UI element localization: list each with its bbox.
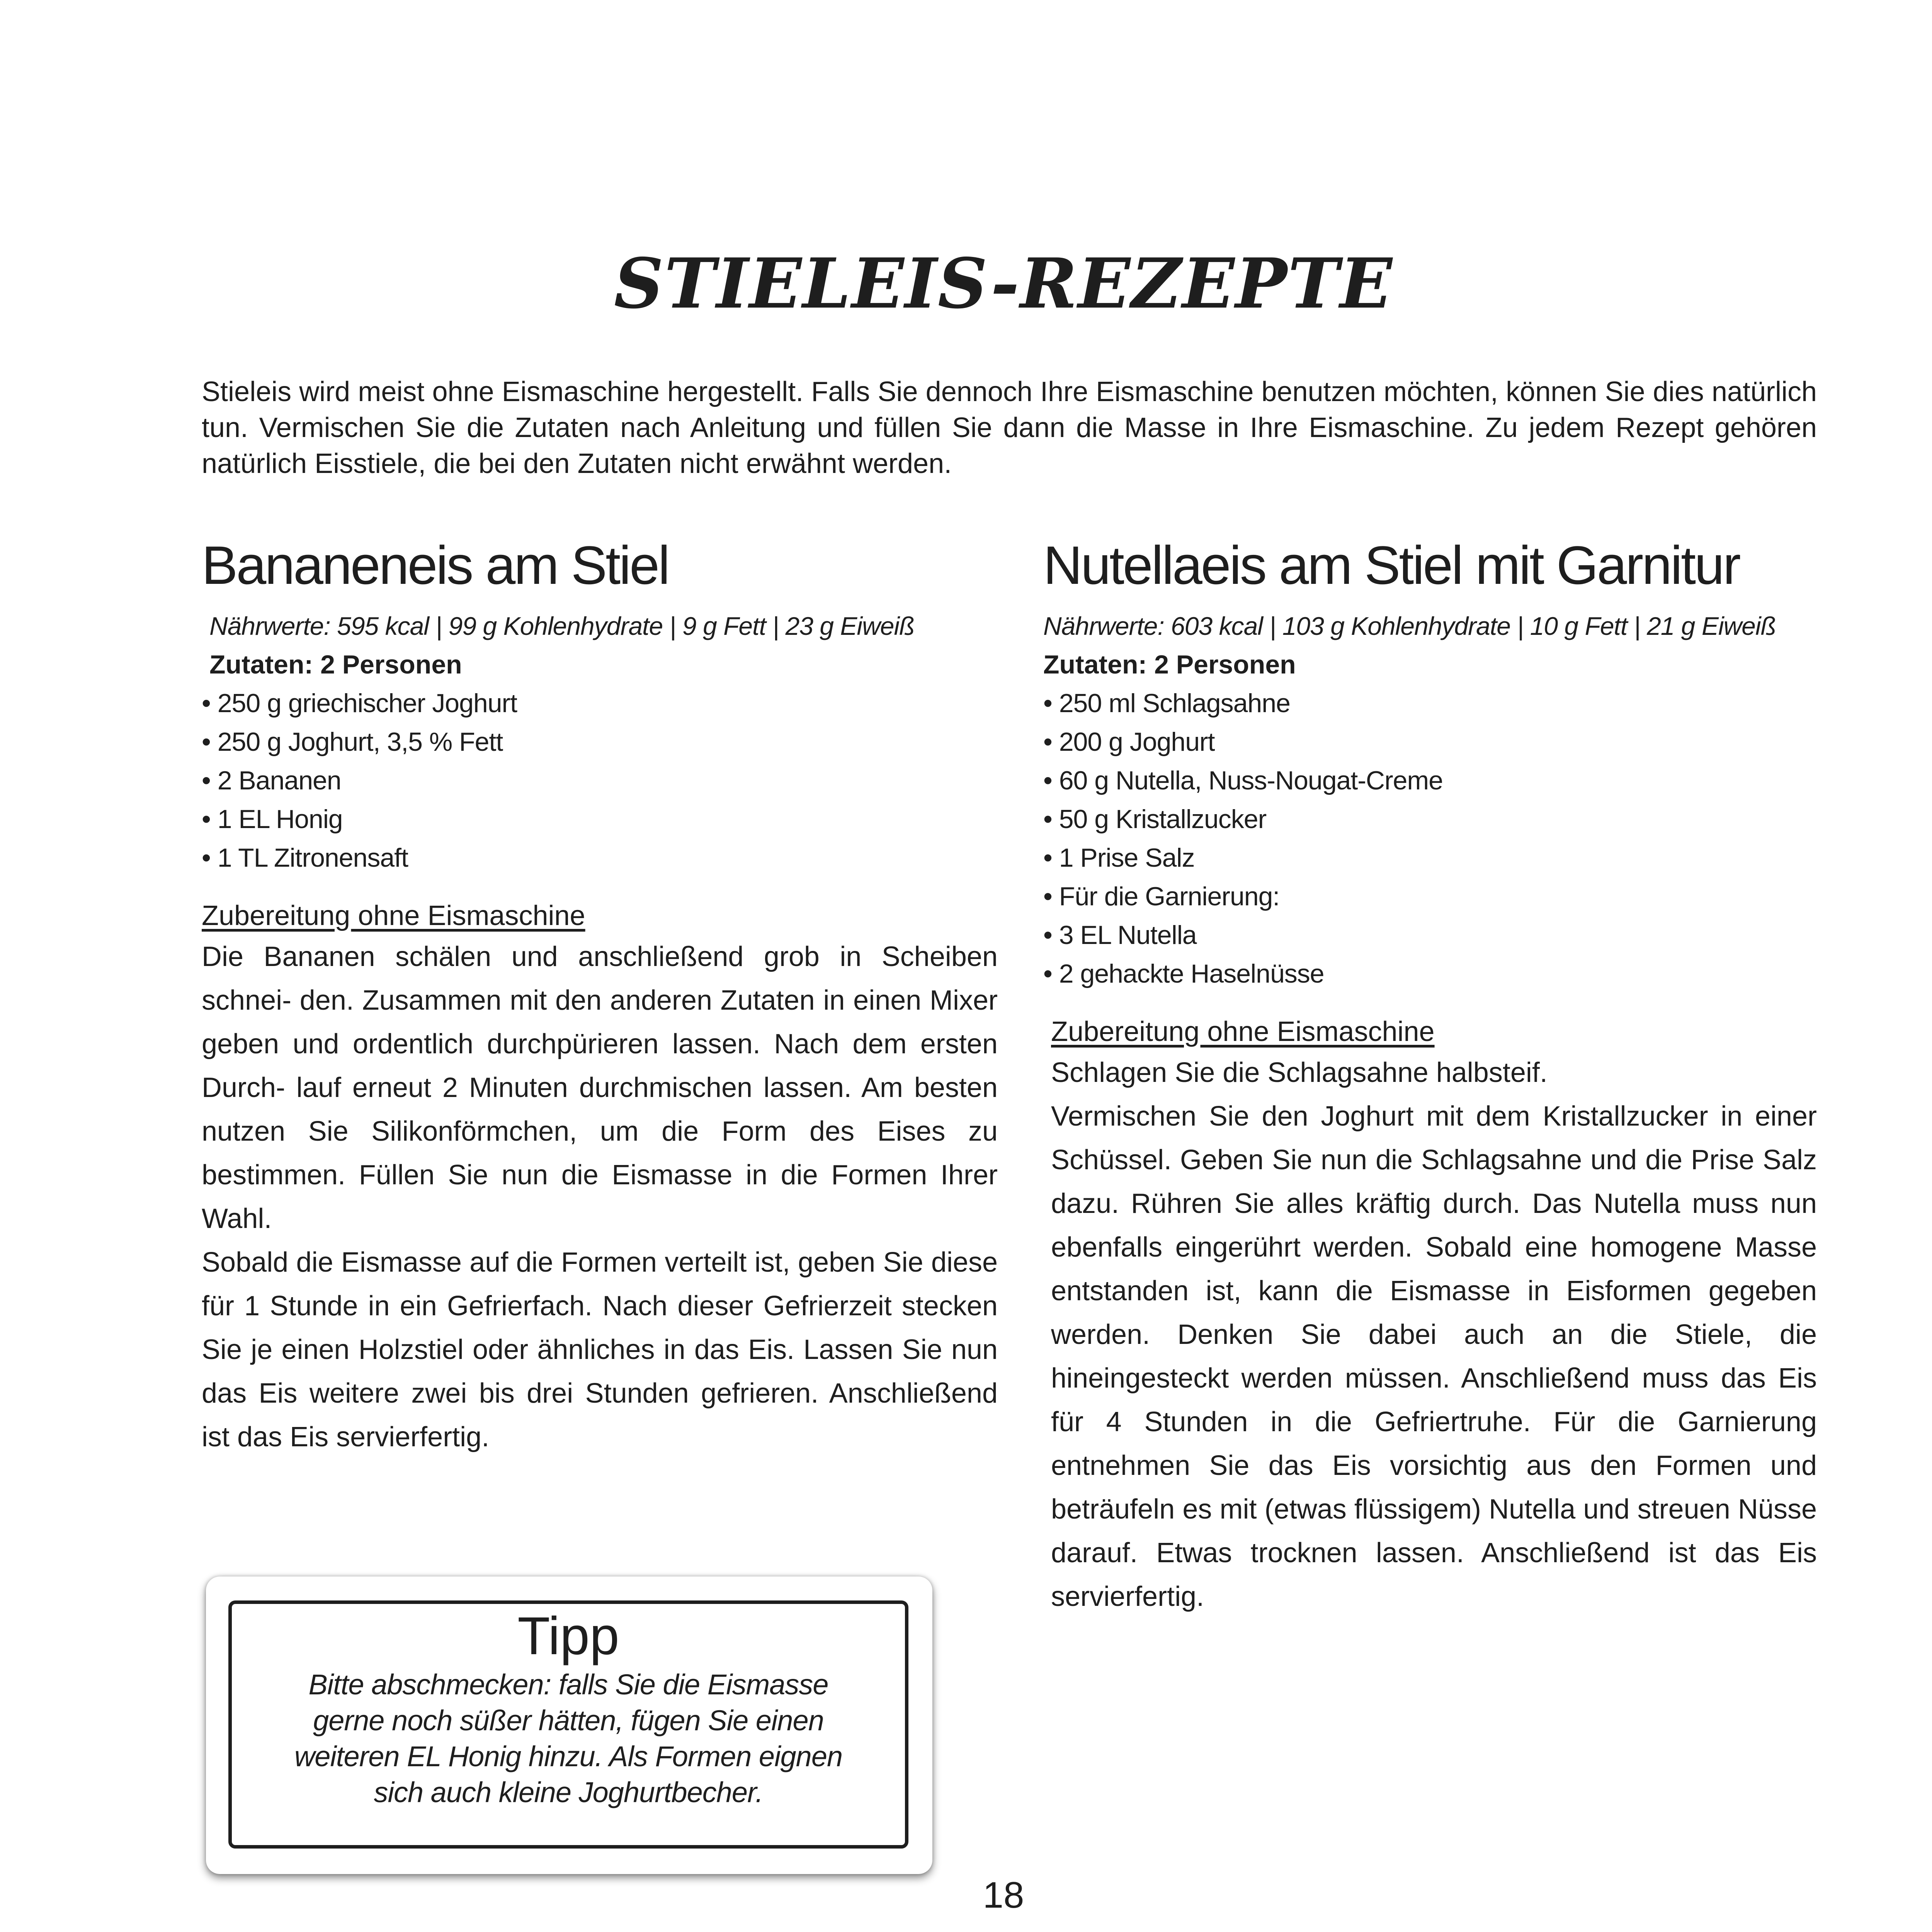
recipe-banana [202,531,998,1459]
preparation-paragraph: Schlagen Sie die Schlagsahne halbsteif. [1051,1057,1548,1088]
page-number: 18 [983,1874,1024,1916]
nutrition-info: Nährwerte: 595 kcal | 99 g Kohlenhydrate | 9 g Fett | 23 g Eiweiß [209,612,915,640]
ingredient-item: • 250 ml Schlagsahne [1043,689,1290,718]
preparation-paragraph: Sobald die Eismasse auf die Formen verteilt ist, geben Sie diese für 1 Stunde in ein Gefrierfach. Nach dieser Gefrierzeit stecken Sie je einen Holzstiel oder ähnliches in das Eis. Lassen Sie nun das Eis weitere zwei bis drei Stunden gefrieren. Anschließend ist das Eis servierfertig. [202,1247,998,1452]
tip-title: Tipp [517,1606,619,1666]
tip-box [206,1577,932,1874]
recipe-nutella [1043,531,1817,1619]
ingredient-item: • 2 gehackte Haselnüsse [1043,959,1324,988]
ingredient-item: • 200 g Joghurt [1043,727,1215,757]
intro-paragraph: Stieleis wird meist ohne Eismaschine hergestellt. Falls Sie dennoch Ihre Eismaschine benutzen möchten, können Sie dies natürlich tun. Vermischen Sie die Zutaten nach Anleitung und füllen Sie dann die Masse in Ihre Eismaschine. Zu jedem Rezept gehören natürlich Eisstiele, die bei den Zutaten nicht erwähnt werden. [202,376,1817,479]
servings-heading: Zutaten: 2 Personen [209,650,462,679]
ingredient-item: • 250 g griechischer Joghurt [202,689,517,718]
ingredient-item: • 1 TL Zitronensaft [202,843,408,872]
ingredient-list [202,684,998,877]
ingredient-item: • 60 g Nutella, Nuss-Nougat-Creme [1043,766,1443,795]
preparation-text [1043,1051,1817,1619]
ingredient-list [1043,684,1817,993]
preparation-heading: Zubereitung ohne Eismaschine [1051,1016,1435,1047]
page-title: STIELEIS-REZEPTE [614,243,1393,324]
tip-text: Bitte abschmecken: falls Sie die Eismasse gerne noch süßer hätten, fügen Sie einen weiteren EL Honig hinzu. Als Formen eignen sich auch kleine Joghurtbecher. [294,1668,843,1808]
preparation-paragraph: Die Bananen schälen und anschließend grob in Scheiben schnei- den. Zusammen mit den anderen Zutaten in einen Mixer geben und ordentlich durchpürieren lassen. Nach dem ersten Durch- lauf erneut 2 Minuten durchmischen lassen. Am besten nutzen Sie Silikonförmchen, um die Form des Eises zu bestimmen. Füllen Sie nun die Eismasse in die Formen Ihrer Wahl. [202,941,998,1234]
ingredient-item: • 250 g Joghurt, 3,5 % Fett [202,727,503,757]
preparation-text [202,935,998,1459]
ingredient-item: • 50 g Kristallzucker [1043,804,1267,834]
tip-frame [228,1600,908,1849]
ingredient-item: • 1 EL Honig [202,804,343,834]
recipe-title: Bananeneis am Stiel [202,535,669,595]
preparation-paragraph: Vermischen Sie den Joghurt mit dem Kristallzucker in einer Schüssel. Geben Sie nun die Schlagsahne und die Prise Salz dazu. Rühren Sie alles kräftig durch. Das Nutella muss nun ebenfalls eingerührt werden. Sobald eine homogene Masse entstanden ist, kann die Eismasse in Eisformen gegeben werden. Denken Sie dabei auch an die Stiele, die hineingesteckt werden müssen. Anschließend muss das Eis für 4 Stunden in die Gefriertruhe. Für die Garnierung entnehmen Sie das Eis vorsichtig aus den Formen und beträufeln es mit (etwas flüssigem) Nutella und streuen Nüsse darauf. Etwas trocknen lassen. Anschließend ist das Eis servierfertig. [1051,1101,1817,1612]
preparation-heading: Zubereitung ohne Eismaschine [202,900,585,931]
ingredient-item: • 3 EL Nutella [1043,920,1197,950]
ingredient-item: • 1 Prise Salz [1043,843,1195,872]
recipe-title: Nutellaeis am Stiel mit Garnitur [1043,535,1740,595]
nutrition-info: Nährwerte: 603 kcal | 103 g Kohlenhydrate | 10 g Fett | 21 g Eiweiß [1043,612,1776,640]
servings-heading: Zutaten: 2 Personen [1043,650,1296,679]
ingredient-item: • 2 Bananen [202,766,341,795]
ingredient-item: • Für die Garnierung: [1043,882,1280,911]
